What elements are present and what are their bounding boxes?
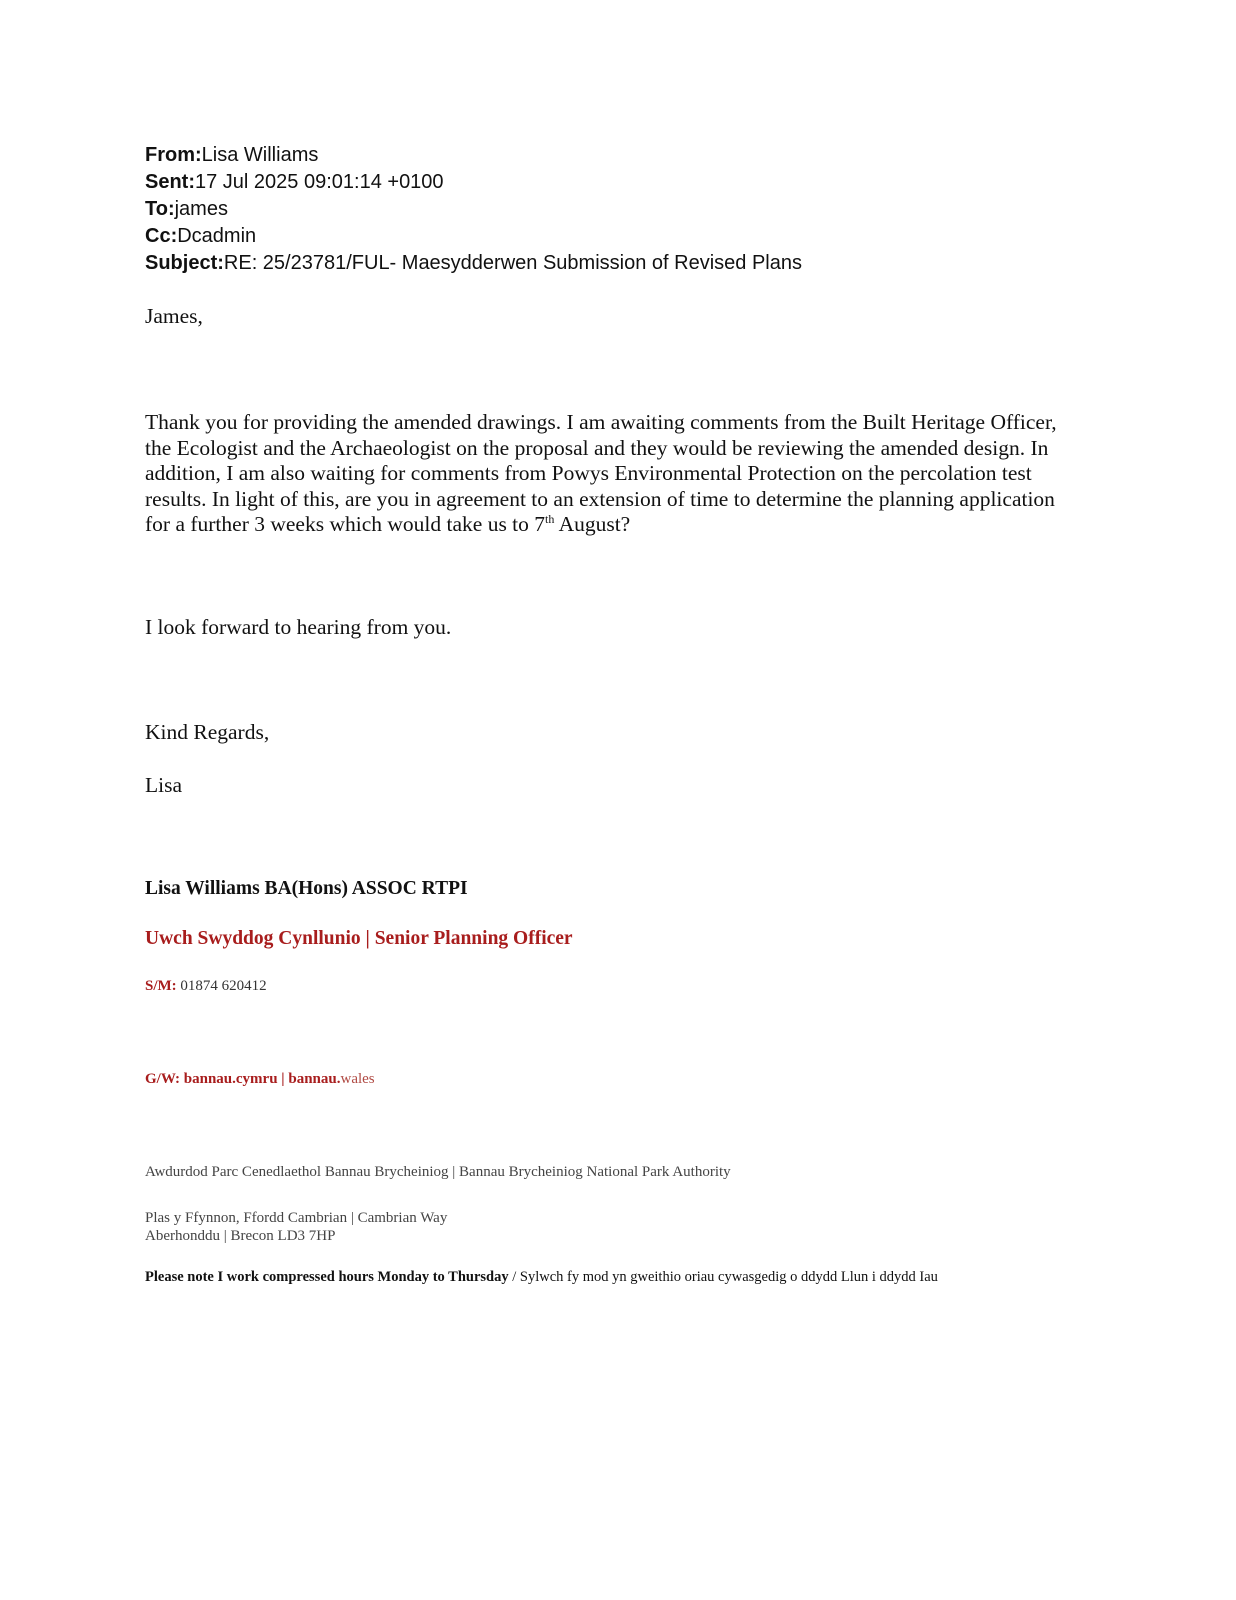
- address-line-2: Aberhonddu | Brecon LD3 7HP: [145, 1228, 336, 1244]
- web-link-wales[interactable]: [288, 1071, 374, 1087]
- to-label: To:: [145, 198, 175, 220]
- main-paragraph: [145, 410, 1085, 538]
- web-line: [145, 1071, 375, 1088]
- from-line: [145, 142, 318, 169]
- ordinal-suffix: th: [545, 511, 555, 526]
- signature-name: Lisa Williams BA(Hons) ASSOC RTPI: [145, 878, 468, 899]
- phone-label: S/M:: [145, 978, 177, 994]
- hours-note-bold: Please note I work compressed hours Monday to Thursday: [145, 1269, 509, 1285]
- greeting: James,: [145, 304, 203, 328]
- authority-line: Awdurdod Parc Cenedlaethol Bannau Brycheiniog | Bannau Brycheiniog National Park Authority: [145, 1164, 731, 1180]
- cc-label: Cc:: [145, 225, 178, 247]
- web-label: G/W:: [145, 1071, 184, 1087]
- subject-value: RE: 25/23781/FUL- Maesydderwen Submission of Revised Plans: [223, 252, 802, 274]
- main-paragraph-text: Thank you for providing the amended drawings. I am awaiting comments from the Built Heritage Officer, the Ecologist and the Archaeologist on the proposal and they would be reviewing the amended design. In addition, I am also waiting for comments from Powys Environmental Protection on the percolation test results. In light of this, are you in agreement to an extension of time to determine the planning application for a further 3 weeks which would take us to 7: [145, 410, 1057, 536]
- sent-label: Sent:: [145, 171, 195, 193]
- cc-line: [145, 223, 256, 250]
- web-separator: |: [277, 1071, 289, 1087]
- phone-value: 01874 620412: [180, 978, 267, 994]
- main-paragraph-tail: August?: [554, 512, 631, 536]
- closing-line: I look forward to hearing from you.: [145, 615, 452, 639]
- sent-line: [145, 169, 444, 196]
- from-label: From:: [145, 144, 202, 166]
- regards: Kind Regards,: [145, 720, 270, 744]
- signature-title: Uwch Swyddog Cynllunio | Senior Planning Officer: [145, 928, 573, 949]
- to-line: [145, 196, 228, 223]
- cc-value: Dcadmin: [177, 225, 257, 247]
- address-line-1: Plas y Ffynnon, Ffordd Cambrian | Cambrian Way: [145, 1210, 448, 1226]
- subject-line: [145, 250, 802, 277]
- sign-off: Lisa: [145, 773, 183, 797]
- web-link-cymru[interactable]: bannau.cymru: [183, 1071, 278, 1087]
- subject-label: Subject:: [145, 252, 224, 274]
- sent-value: 17 Jul 2025 09:01:14 +0100: [195, 171, 444, 193]
- from-value: Lisa Williams: [201, 144, 319, 166]
- web-link-wales-light: wales: [340, 1071, 375, 1087]
- hours-note-rest: / Sylwch fy mod yn gweithio oriau cywasgedig o ddydd Llun i ddydd Iau: [508, 1269, 938, 1285]
- to-value: james: [174, 198, 228, 220]
- web-link-wales-bold: bannau.: [288, 1071, 341, 1087]
- hours-note: [145, 1269, 938, 1286]
- phone-line: [145, 978, 267, 995]
